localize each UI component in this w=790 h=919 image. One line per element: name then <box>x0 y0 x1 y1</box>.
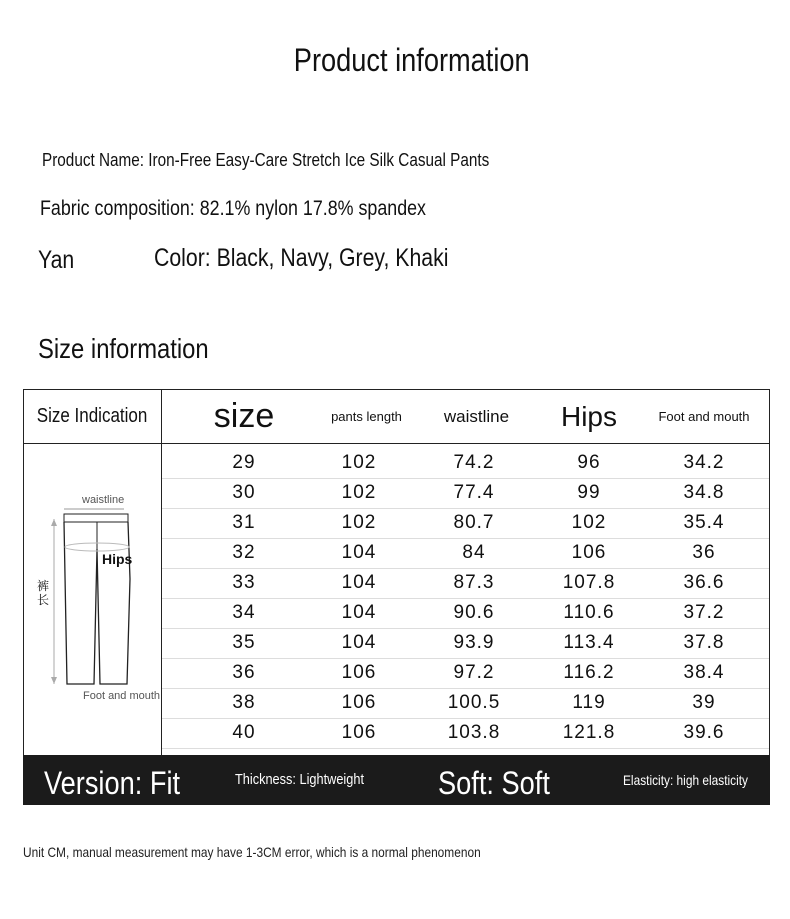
table-cell: 110.6 <box>563 602 615 623</box>
table-cell: 96 <box>577 452 601 473</box>
table-cell: 31 <box>232 512 256 533</box>
table-cell: 104 <box>341 542 377 563</box>
table-cell: 37.8 <box>683 632 725 653</box>
table-cell: 102 <box>341 512 377 533</box>
table-cell: 36.6 <box>683 572 725 593</box>
table-cell: 33 <box>232 572 256 593</box>
size-heading: Size information <box>38 333 209 364</box>
table-cell: 106 <box>341 662 377 683</box>
table-cell: 104 <box>341 602 377 623</box>
table-cell: 121.8 <box>562 722 616 743</box>
table-cell: 32 <box>232 542 256 563</box>
table-cell: 74.2 <box>453 452 495 473</box>
table-cell: 113.4 <box>563 632 615 653</box>
diagram-foot-label: Foot and mouth <box>83 690 161 702</box>
diagram-length-label: 裤长 <box>37 579 50 607</box>
table-row <box>162 448 769 479</box>
table-cell: 35 <box>232 632 256 653</box>
table-cell: 30 <box>232 482 256 503</box>
thickness-label: Thickness: Lightweight <box>235 771 364 788</box>
table-cell: 106 <box>341 692 377 713</box>
table-cell: 77.4 <box>453 482 495 503</box>
table-cell: 106 <box>571 542 607 563</box>
table-cell: 104 <box>341 632 377 653</box>
page-title <box>0 42 790 79</box>
table-cell: 104 <box>341 572 377 593</box>
version-label: Version: Fit <box>44 765 181 801</box>
table-cell: 87.3 <box>453 572 495 593</box>
title-text: Product information <box>294 42 530 78</box>
table-cell: 100.5 <box>447 692 501 713</box>
table-cell: 34 <box>232 602 256 623</box>
table-row <box>162 568 769 599</box>
table-cell: 35.4 <box>683 512 725 533</box>
table-cell: 119 <box>572 692 606 713</box>
header-pants-length: pants length <box>331 409 402 424</box>
table-cell: 102 <box>341 482 377 503</box>
table-cell: 38 <box>232 692 256 713</box>
table-row <box>162 478 769 509</box>
table-cell: 116.2 <box>563 662 615 683</box>
table-cell: 36 <box>232 662 256 683</box>
fabric-composition: Fabric composition: 82.1% nylon 17.8% spandex <box>40 197 426 220</box>
header-size-indication <box>24 390 161 443</box>
table-cell: 80.7 <box>453 512 495 533</box>
header-foot-and-mouth: Foot and mouth <box>658 408 750 424</box>
table-cell: 102 <box>571 512 607 533</box>
table-cell: 39 <box>692 692 716 713</box>
table-cell: 103.8 <box>447 722 501 743</box>
table-cell: 84 <box>462 542 486 563</box>
diagram-hips-label: Hips <box>102 551 133 567</box>
table-cell: 36 <box>692 542 716 563</box>
header-text: Size Indication <box>37 405 148 427</box>
elasticity-label: Elasticity: high elasticity <box>623 772 749 788</box>
table-cell: 107.8 <box>562 572 616 593</box>
product-name: Product Name: Iron-Free Easy-Care Stretch Ice Silk Casual Pants <box>42 150 490 170</box>
table-cell: 106 <box>341 722 377 743</box>
table-cell: 29 <box>232 452 256 473</box>
measurement-note: Unit CM, manual measurement may have 1-3CM error, which is a normal phenomenon <box>23 844 481 860</box>
table-cell: 93.9 <box>453 632 495 653</box>
table-row <box>162 658 769 689</box>
table-cell: 38.4 <box>683 662 725 683</box>
table-row <box>162 628 769 659</box>
color-prefix: Yan <box>38 246 75 274</box>
table-cell: 40 <box>232 722 256 743</box>
table-cell: 37.2 <box>683 602 725 623</box>
table-cell: 90.6 <box>453 602 495 623</box>
table-cell: 99 <box>577 482 601 503</box>
pants-diagram <box>24 444 161 755</box>
header-hips: Hips <box>560 400 617 432</box>
table-row <box>162 508 769 539</box>
table-cell: 102 <box>341 452 377 473</box>
table-row <box>162 718 769 749</box>
table-row <box>162 538 769 569</box>
color-info: Color: Black, Navy, Grey, Khaki <box>154 244 449 272</box>
size-table <box>23 389 770 756</box>
header-size: size <box>213 397 275 435</box>
table-cell: 34.8 <box>683 482 725 503</box>
table-row <box>162 688 769 719</box>
table-cell: 39.6 <box>683 722 725 743</box>
attributes-band <box>23 755 770 805</box>
table-cell: 34.2 <box>683 452 725 473</box>
soft-label: Soft: Soft <box>438 765 550 801</box>
table-row <box>162 598 769 629</box>
table-cell: 97.2 <box>453 662 495 683</box>
diagram-waistline-label: waistline <box>82 494 125 506</box>
header-waistline: waistline <box>443 406 510 426</box>
